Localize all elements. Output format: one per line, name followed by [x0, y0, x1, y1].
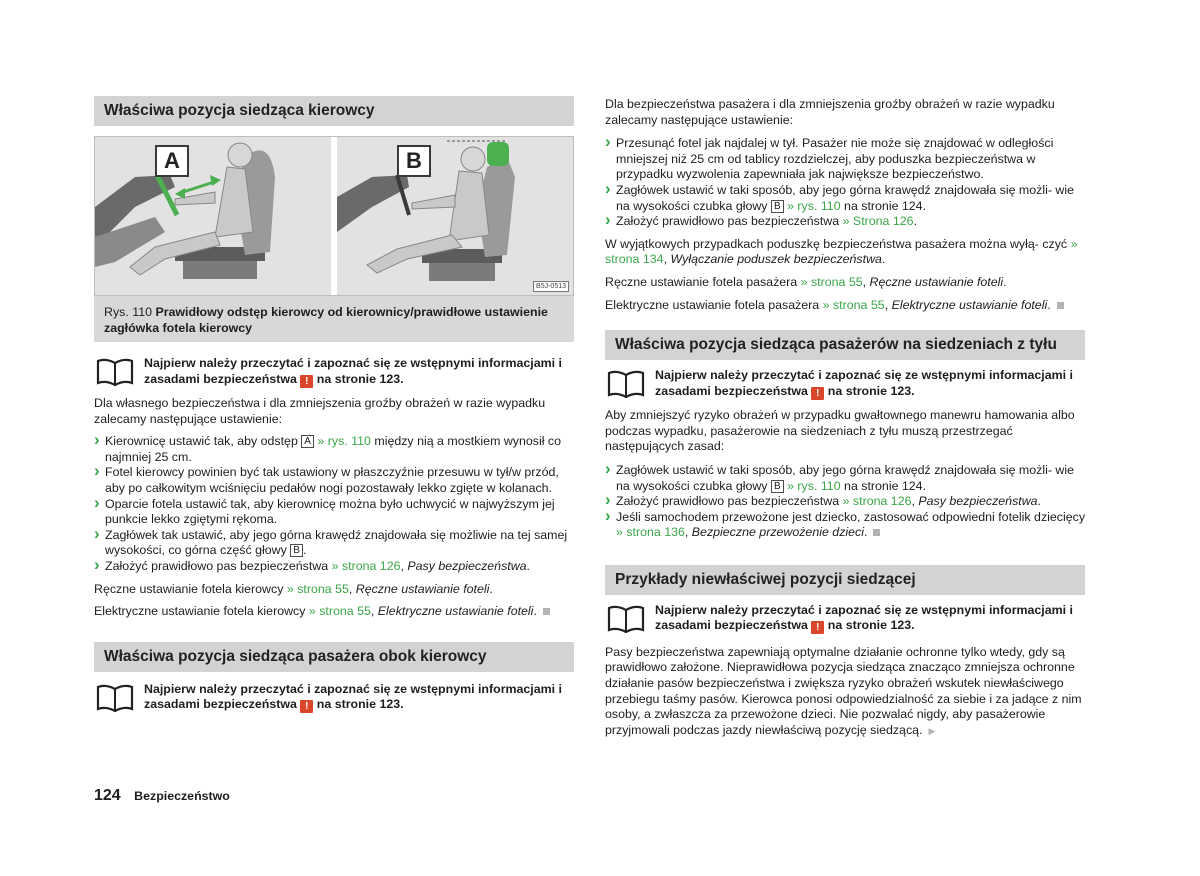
- figure-110: [94, 136, 574, 296]
- section-heading-driver: Właściwa pozycja siedząca kierowcy: [94, 96, 574, 126]
- driver-distance-illustration: [95, 137, 331, 295]
- list-item: › Założyć prawidłowo pas bezpieczeństwa » strona 126, Pasy bezpieczeństwa.: [94, 559, 574, 575]
- figure-code: B5J-0513: [533, 281, 569, 292]
- section-heading-rear-passengers: Właściwa pozycja siedząca pasażerów na siedzeniach z tyłu: [605, 330, 1085, 360]
- safety-note: Najpierw należy przeczytać i zapoznać się ze wstępnymi informacjami i zasadami bezpieczeństwa ! na stronie 123.: [605, 603, 1085, 635]
- headrest-illustration: [337, 137, 573, 295]
- paragraph: Ręczne ustawianie fotela kierowcy » strona 55, Ręczne ustawianie foteli.: [94, 581, 493, 596]
- link-strona-126[interactable]: » strona 126: [842, 494, 912, 509]
- paragraph: Elektryczne ustawianie fotela kierowcy » strona 55, Elektryczne ustawianie foteli.: [94, 604, 574, 620]
- list-item: › Oparcie fotela ustawić tak, aby kierownicę można było uchwycić w najwyższym jej punkcie lekko zgiętymi rękoma.: [94, 497, 574, 528]
- caption-number: Rys. 110: [104, 305, 152, 319]
- link-strona-55[interactable]: » strona 55: [286, 581, 349, 596]
- left-column: [94, 96, 574, 714]
- end-marker: [873, 529, 880, 536]
- figure-letter-b: B: [397, 145, 431, 177]
- list-item: › Fotel kierowcy powinien być tak ustawiony w płaszczyźnie przesuwu w tył/w przód, aby po całkowitym wciśnięciu pedałów nogi pozostawały lekko zgięte w kolanach.: [94, 465, 574, 496]
- warning-icon: !: [811, 621, 824, 634]
- right-column: [605, 97, 1085, 739]
- list-item: › Jeśli samochodem przewożone jest dziecko, zastosować odpowiedni fotelik dziecięcy » strona 136, Bezpieczne przewożenie dzieci.: [605, 510, 1085, 541]
- book-icon: [96, 358, 134, 386]
- warning-icon: !: [811, 387, 824, 400]
- list-item: › Przesunąć fotel jak najdalej w tył. Pasażer nie może się znajdować w odległości mniejszej niż 25 cm od tablicy rozdzielczej, aby poduszka bezpieczeństwa w przypadku wyzwolenia zapewniała jak największe bezpieczeństwo.: [605, 136, 1085, 183]
- list-item: › Kierownicę ustawić tak, aby odstęp A » rys. 110 między nią a mostkiem wynosił co najmniej 25 cm.: [94, 434, 574, 465]
- figure-panel-a: [95, 137, 331, 295]
- link-rys-110[interactable]: » rys. 110: [787, 478, 841, 493]
- safety-note: Najpierw należy przeczytać i zapoznać się ze wstępnymi informacjami i zasadami bezpieczeństwa ! na stronie 123.: [94, 682, 574, 714]
- paragraph: Ręczne ustawianie fotela pasażera » strona 55, Ręczne ustawianie foteli.: [605, 274, 1007, 289]
- link-strona-126[interactable]: » Strona 126: [842, 214, 914, 229]
- link-strona-134[interactable]: » strona 134: [605, 236, 1078, 267]
- bullet-list: [605, 463, 1085, 541]
- list-item: › Założyć prawidłowo pas bezpieczeństwa » strona 126, Pasy bezpieczeństwa.: [605, 494, 1085, 510]
- paragraph: Dla własnego bezpieczeństwa i dla zmniejszenia groźby obrażeń w razie wypadku zalecamy następujące ustawienie:: [94, 396, 546, 426]
- page-number: 124: [94, 787, 121, 804]
- link-strona-55[interactable]: » strona 55: [800, 274, 863, 289]
- label-b-box: B: [771, 480, 784, 493]
- link-strona-55[interactable]: » strona 55: [822, 297, 885, 312]
- end-marker: [543, 608, 550, 615]
- list-item: › Zagłówek tak ustawić, aby jego górna krawędź znajdowała się możliwie na tej samej wysokości, co górna część głowy B .: [94, 528, 574, 559]
- label-b-box: B: [290, 544, 303, 557]
- caption-title: Prawidłowy odstęp kierowcy od kierownicy/prawidłowe ustawienie zagłówka fotela kierowcy: [104, 305, 548, 335]
- warning-icon: !: [300, 700, 313, 713]
- paragraph: Aby zmniejszyć ryzyko obrażeń w przypadku gwałtownego manewru hamowania albo podczas wypadku, pasażerowie na siedzeniach z tyłu muszą przestrzegać następujących zasad:: [605, 408, 1075, 454]
- link-rys-110[interactable]: » rys. 110: [317, 434, 371, 449]
- paragraph: Elektryczne ustawianie fotela pasażera » strona 55, Elektryczne ustawianie foteli.: [605, 298, 1085, 314]
- book-icon: [607, 605, 645, 633]
- link-strona-55[interactable]: » strona 55: [308, 604, 371, 619]
- safety-note: Najpierw należy przeczytać i zapoznać się ze wstępnymi informacjami i zasadami bezpieczeństwa ! na stronie 123.: [605, 368, 1085, 400]
- end-marker: [1057, 302, 1064, 309]
- bullet-list: [605, 136, 1085, 230]
- section-name: Bezpieczeństwo: [134, 789, 230, 803]
- figure-caption: [94, 296, 574, 342]
- list-item: › Założyć prawidłowo pas bezpieczeństwa » Strona 126.: [605, 214, 1085, 230]
- safety-note: Najpierw należy przeczytać i zapoznać się ze wstępnymi informacjami i zasadami bezpieczeństwa ! na stronie 123.: [94, 356, 574, 388]
- book-icon: [607, 370, 645, 398]
- book-icon: [96, 684, 134, 712]
- link-strona-126[interactable]: » strona 126: [331, 558, 401, 573]
- figure-panel-b: [337, 137, 573, 295]
- link-strona-136[interactable]: » strona 136: [616, 525, 685, 540]
- paragraph: Dla bezpieczeństwa pasażera i dla zmniejszenia groźby obrażeń w razie wypadku zalecamy następujące ustawienie:: [605, 97, 1055, 127]
- label-a-box: A: [301, 435, 314, 448]
- continue-arrow-icon: ▶: [928, 725, 936, 736]
- section-heading-incorrect-positions: Przykłady niewłaściwej pozycji siedzącej: [605, 565, 1085, 595]
- paragraph: Pasy bezpieczeństwa zapewniają optymalne działanie ochronne tylko wtedy, gdy są prawidłowo założone. Nieprawidłowa pozycja siedząca znacząco zmniejsza ochronne działanie pasów bezpieczeństwa i zwiększa ryzyko obrażeń wskutek niewłaściwego przebiegu taśmy pasów. Kierowca ponosi odpowiedzialność za siebie i za jadące z nim osoby, a zwłaszcza za przewożone dzieci. Nie pozwalać nigdy, aby pasażerowie przyjmowali podczas jazdy niewłaściwą pozycję siedzącą. ▶: [605, 644, 1082, 737]
- label-b-box: B: [771, 200, 784, 213]
- list-item: › Zagłówek ustawić w taki sposób, aby jego górna krawędź znajdowała się możli- wie na wysokości czubka głowy B » rys. 110 na stronie 124.: [605, 463, 1085, 494]
- warning-icon: !: [300, 375, 313, 388]
- section-heading-front-passenger: Właściwa pozycja siedząca pasażera obok kierowcy: [94, 642, 574, 672]
- list-item: › Zagłówek ustawić w taki sposób, aby jego górna krawędź znajdowała się możli- wie na wysokości czubka głowy B » rys. 110 na stronie 124.: [605, 183, 1085, 214]
- paragraph: W wyjątkowych przypadkach poduszkę bezpieczeństwa pasażera można wyłą- czyć » strona 134, Wyłączanie poduszek bezpieczeństwa.: [605, 236, 1078, 267]
- figure-letter-a: A: [155, 145, 189, 177]
- page-footer: [94, 786, 230, 806]
- link-rys-110[interactable]: » rys. 110: [787, 198, 841, 213]
- bullet-list: [94, 434, 574, 574]
